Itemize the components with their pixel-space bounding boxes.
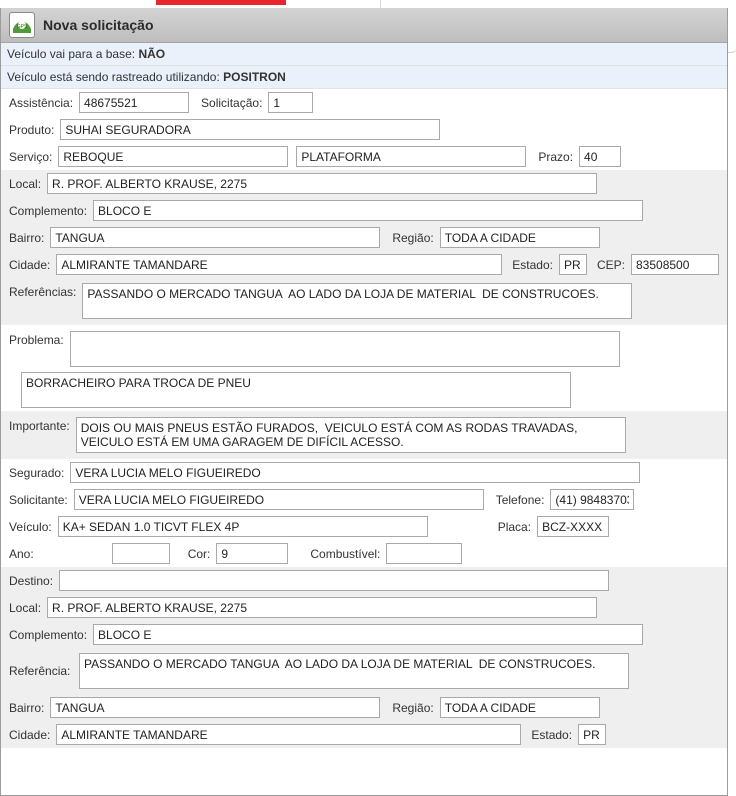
ano-cor-combustivel-row (1, 540, 727, 567)
bairro-row (1, 224, 727, 251)
base-notice-value: NÃO (138, 47, 166, 61)
destino-complemento-input[interactable] (93, 624, 643, 645)
bairro-input[interactable] (50, 227, 380, 248)
destino-bairro-label: Bairro: (9, 700, 45, 715)
referencias-textarea[interactable] (82, 283, 632, 319)
complemento-input[interactable] (93, 200, 643, 221)
cidade-label: Cidade: (9, 257, 51, 272)
destino-referencia-label: Referência: (9, 664, 71, 678)
solicitante-row (1, 486, 727, 513)
base-notice-row (1, 43, 727, 66)
local-input[interactable] (47, 173, 597, 194)
gps-logo-icon (9, 12, 35, 38)
destino-estado-input[interactable] (578, 724, 606, 745)
complemento-label: Complemento: (9, 203, 88, 218)
destino-input[interactable] (59, 570, 609, 591)
segurado-input[interactable] (70, 462, 640, 483)
produto-input[interactable] (60, 119, 440, 140)
assistencia-label: Assistência: (9, 95, 74, 110)
regiao-input[interactable] (440, 227, 600, 248)
svg-text:GPS: GPS (16, 24, 28, 30)
solicitacao-input[interactable] (268, 92, 313, 113)
destino-regiao-input[interactable] (440, 697, 600, 718)
nova-solicitacao-window (0, 8, 728, 796)
tracking-notice-row (1, 66, 727, 89)
solicitante-input[interactable] (74, 489, 484, 510)
segurado-row (1, 459, 727, 486)
estado-label: Estado: (512, 257, 553, 272)
destino-bairro-input[interactable] (50, 697, 380, 718)
telefone-input[interactable] (550, 489, 634, 510)
window-titlebar (1, 8, 727, 43)
cidade-input[interactable] (56, 254, 502, 275)
servico-input[interactable] (58, 146, 288, 167)
window-title: Nova solicitação (43, 17, 154, 33)
base-notice-label: Veículo vai para a base: (7, 47, 136, 61)
local-row (1, 170, 727, 197)
segurado-label: Segurado: (9, 465, 65, 480)
veiculo-input[interactable] (58, 516, 428, 537)
form-content (1, 43, 727, 795)
telefone-label: Telefone: (495, 492, 545, 507)
complemento-row (1, 197, 727, 224)
regiao-label: Região: (392, 230, 434, 245)
destino-referencia-row (1, 648, 727, 694)
prazo-label: Prazo: (538, 149, 574, 164)
servico-tipo-input[interactable] (296, 146, 526, 167)
cep-label: CEP: (596, 257, 625, 272)
tracking-notice-label: Veículo está sendo rastreado utilizando: (7, 70, 220, 84)
tracking-notice-value: POSITRON (223, 70, 286, 84)
cor-label: Cor: (187, 546, 211, 561)
destino-regiao-label: Região: (392, 700, 434, 715)
servico-row (1, 143, 727, 170)
destino-label: Destino: (9, 573, 54, 588)
destino-local-label: Local: (9, 600, 42, 615)
local-label: Local: (9, 176, 42, 191)
destino-estado-label: Estado: (531, 727, 573, 742)
destino-bairro-row (1, 694, 727, 721)
importante-textarea[interactable] (76, 417, 626, 453)
ano-label: Ano: (9, 546, 34, 561)
produto-label: Produto: (9, 122, 55, 137)
ano-input[interactable] (112, 543, 170, 564)
solicitacao-label: Solicitação: (201, 95, 263, 110)
veiculo-row (1, 513, 727, 540)
cor-input[interactable] (216, 543, 288, 564)
destino-cidade-row (1, 721, 727, 748)
destino-row (1, 567, 727, 594)
assistencia-row (1, 89, 727, 116)
cep-input[interactable] (631, 254, 719, 275)
referencias-label: Referências: (9, 285, 77, 299)
importante-label: Importante: (9, 419, 70, 433)
problema-label: Problema: (9, 333, 64, 347)
prazo-input[interactable] (579, 146, 621, 167)
referencias-row (1, 278, 727, 325)
destino-local-input[interactable] (47, 597, 597, 618)
placa-input[interactable] (537, 516, 609, 537)
destino-complemento-row (1, 621, 727, 648)
bairro-label: Bairro: (9, 230, 45, 245)
problema-extra-row (1, 370, 727, 411)
servico-label: Serviço: (9, 149, 53, 164)
importante-row (1, 411, 727, 459)
solicitante-label: Solicitante: (9, 492, 68, 507)
placa-label: Placa: (497, 519, 532, 534)
problema-row (1, 325, 727, 370)
produto-row (1, 116, 727, 143)
estado-input[interactable] (559, 254, 587, 275)
destino-cidade-label: Cidade: (9, 727, 51, 742)
destino-referencia-textarea[interactable] (79, 653, 629, 689)
problema-extra-textarea[interactable] (21, 372, 571, 408)
destino-complemento-label: Complemento: (9, 627, 88, 642)
combustivel-input[interactable] (386, 543, 462, 564)
combustivel-label: Combustível: (310, 546, 381, 561)
assistencia-input[interactable] (79, 92, 189, 113)
problema-textarea[interactable] (70, 331, 620, 367)
background-red-bar (156, 0, 286, 5)
cidade-row (1, 251, 727, 278)
destino-cidade-input[interactable] (56, 724, 521, 745)
veiculo-label: Veículo: (9, 519, 52, 534)
destino-local-row (1, 594, 727, 621)
